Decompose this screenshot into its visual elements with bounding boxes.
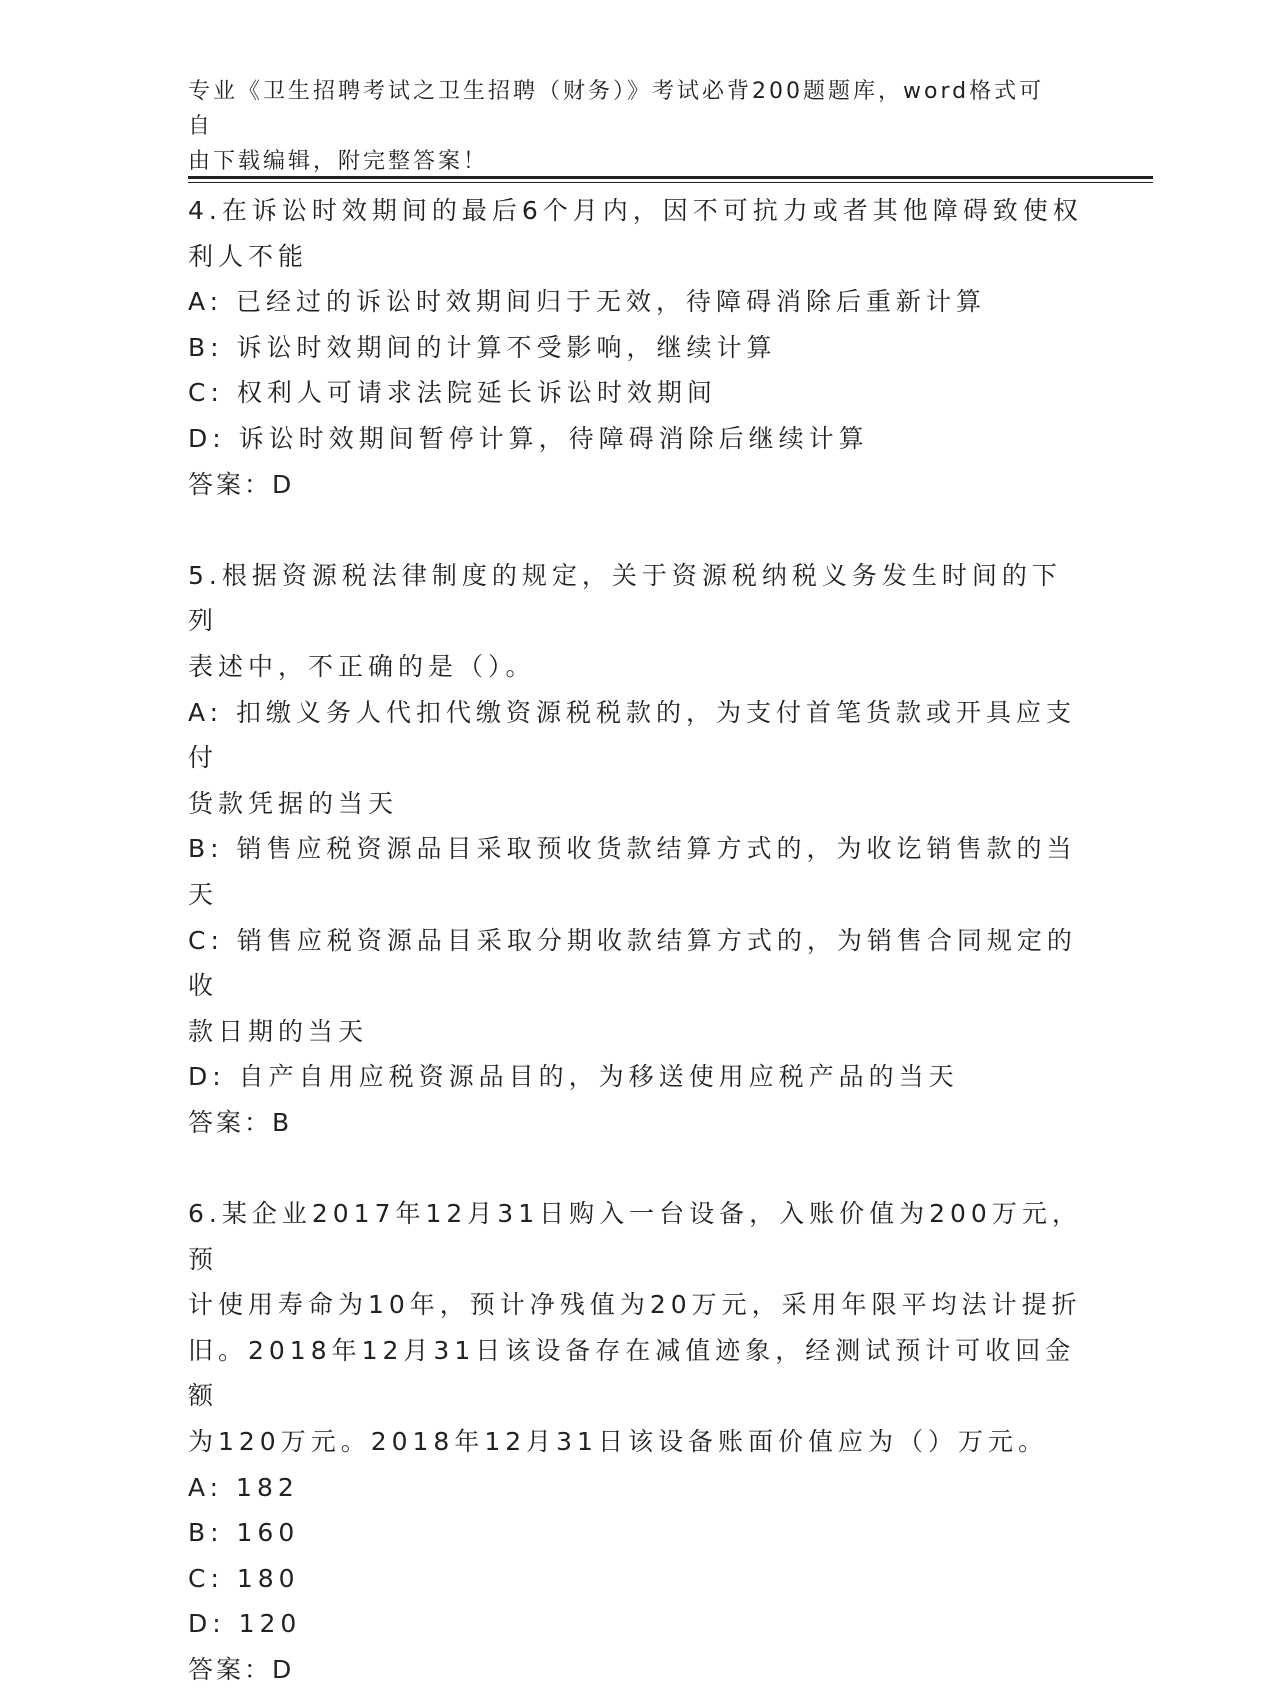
question-4: [188, 188, 1088, 507]
option-a: A: 已经过的诉讼时效期间归于无效，待障碍消除后重新计算: [188, 287, 987, 317]
option-d: D: 120: [188, 1609, 302, 1639]
question-list: [188, 188, 1088, 1693]
option-d: D: 自产自用应税资源品目的，为移送使用应税产品的当天: [188, 1062, 959, 1092]
question-stem-line: 4.在诉讼时效期间的最后6个月内，因不可抗力或者其他障碍致使权: [188, 196, 1083, 225]
question-stem-line: 旧。2018年12月31日该设备存在减值迹象，经测试预计可收回金额: [188, 1335, 1076, 1411]
option-a-continued: 货款凭据的当天: [188, 788, 399, 818]
document-header: [188, 74, 1068, 179]
option-c: C: 销售应税资源品目采取分期收款结算方式的，为销售合同规定的收: [188, 925, 1077, 1001]
option-a: A: 扣缴义务人代扣代缴资源税税款的，为支付首笔货款或开具应支付: [188, 697, 1077, 773]
option-b: B: 诉讼时效期间的计算不受影响，继续计算: [188, 332, 777, 362]
header-divider-thick: [188, 176, 1153, 179]
answer-label: 答案：D: [188, 469, 295, 499]
header-line-2: 由下载编辑，附完整答案！: [188, 149, 489, 174]
header-divider-thin: [188, 182, 1153, 183]
option-c: C: 180: [188, 1563, 300, 1593]
question-stem-line: 6.某企业2017年12月31日购入一台设备，入账价值为200万元，预: [188, 1199, 1082, 1274]
question-5: [188, 553, 1088, 1146]
question-stem-line: 表述中，不正确的是（）。: [188, 651, 536, 681]
header-line-1: 专业《卫生招聘考试之卫生招聘（财务）》考试必背200题题库，word格式可自: [188, 79, 1045, 139]
question-stem-line: 为120万元。2018年12月31日该设备账面价值应为（）万元。: [188, 1427, 1048, 1457]
question-stem-line: 利人不能: [188, 241, 309, 271]
option-b: B: 销售应税资源品目采取预收货款结算方式的，为收讫销售款的当天: [188, 834, 1077, 909]
question-6: [188, 1191, 1088, 1693]
answer-label: 答案：D: [188, 1655, 295, 1684]
option-c: C: 权利人可请求法院延长诉讼时效期间: [188, 378, 717, 408]
answer-label: 答案：B: [188, 1107, 293, 1137]
question-stem-line: 计使用寿命为10年，预计净残值为20万元，采用年限平均法计提折: [188, 1290, 1082, 1320]
option-c-continued: 款日期的当天: [188, 1016, 369, 1046]
option-a: A: 182: [188, 1472, 299, 1502]
option-d: D: 诉讼时效期间暂停计算，待障碍消除后继续计算: [188, 423, 869, 453]
question-stem-line: 5.根据资源税法律制度的规定，关于资源税纳税义务发生时间的下列: [188, 560, 1062, 636]
option-b: B: 160: [188, 1518, 300, 1548]
